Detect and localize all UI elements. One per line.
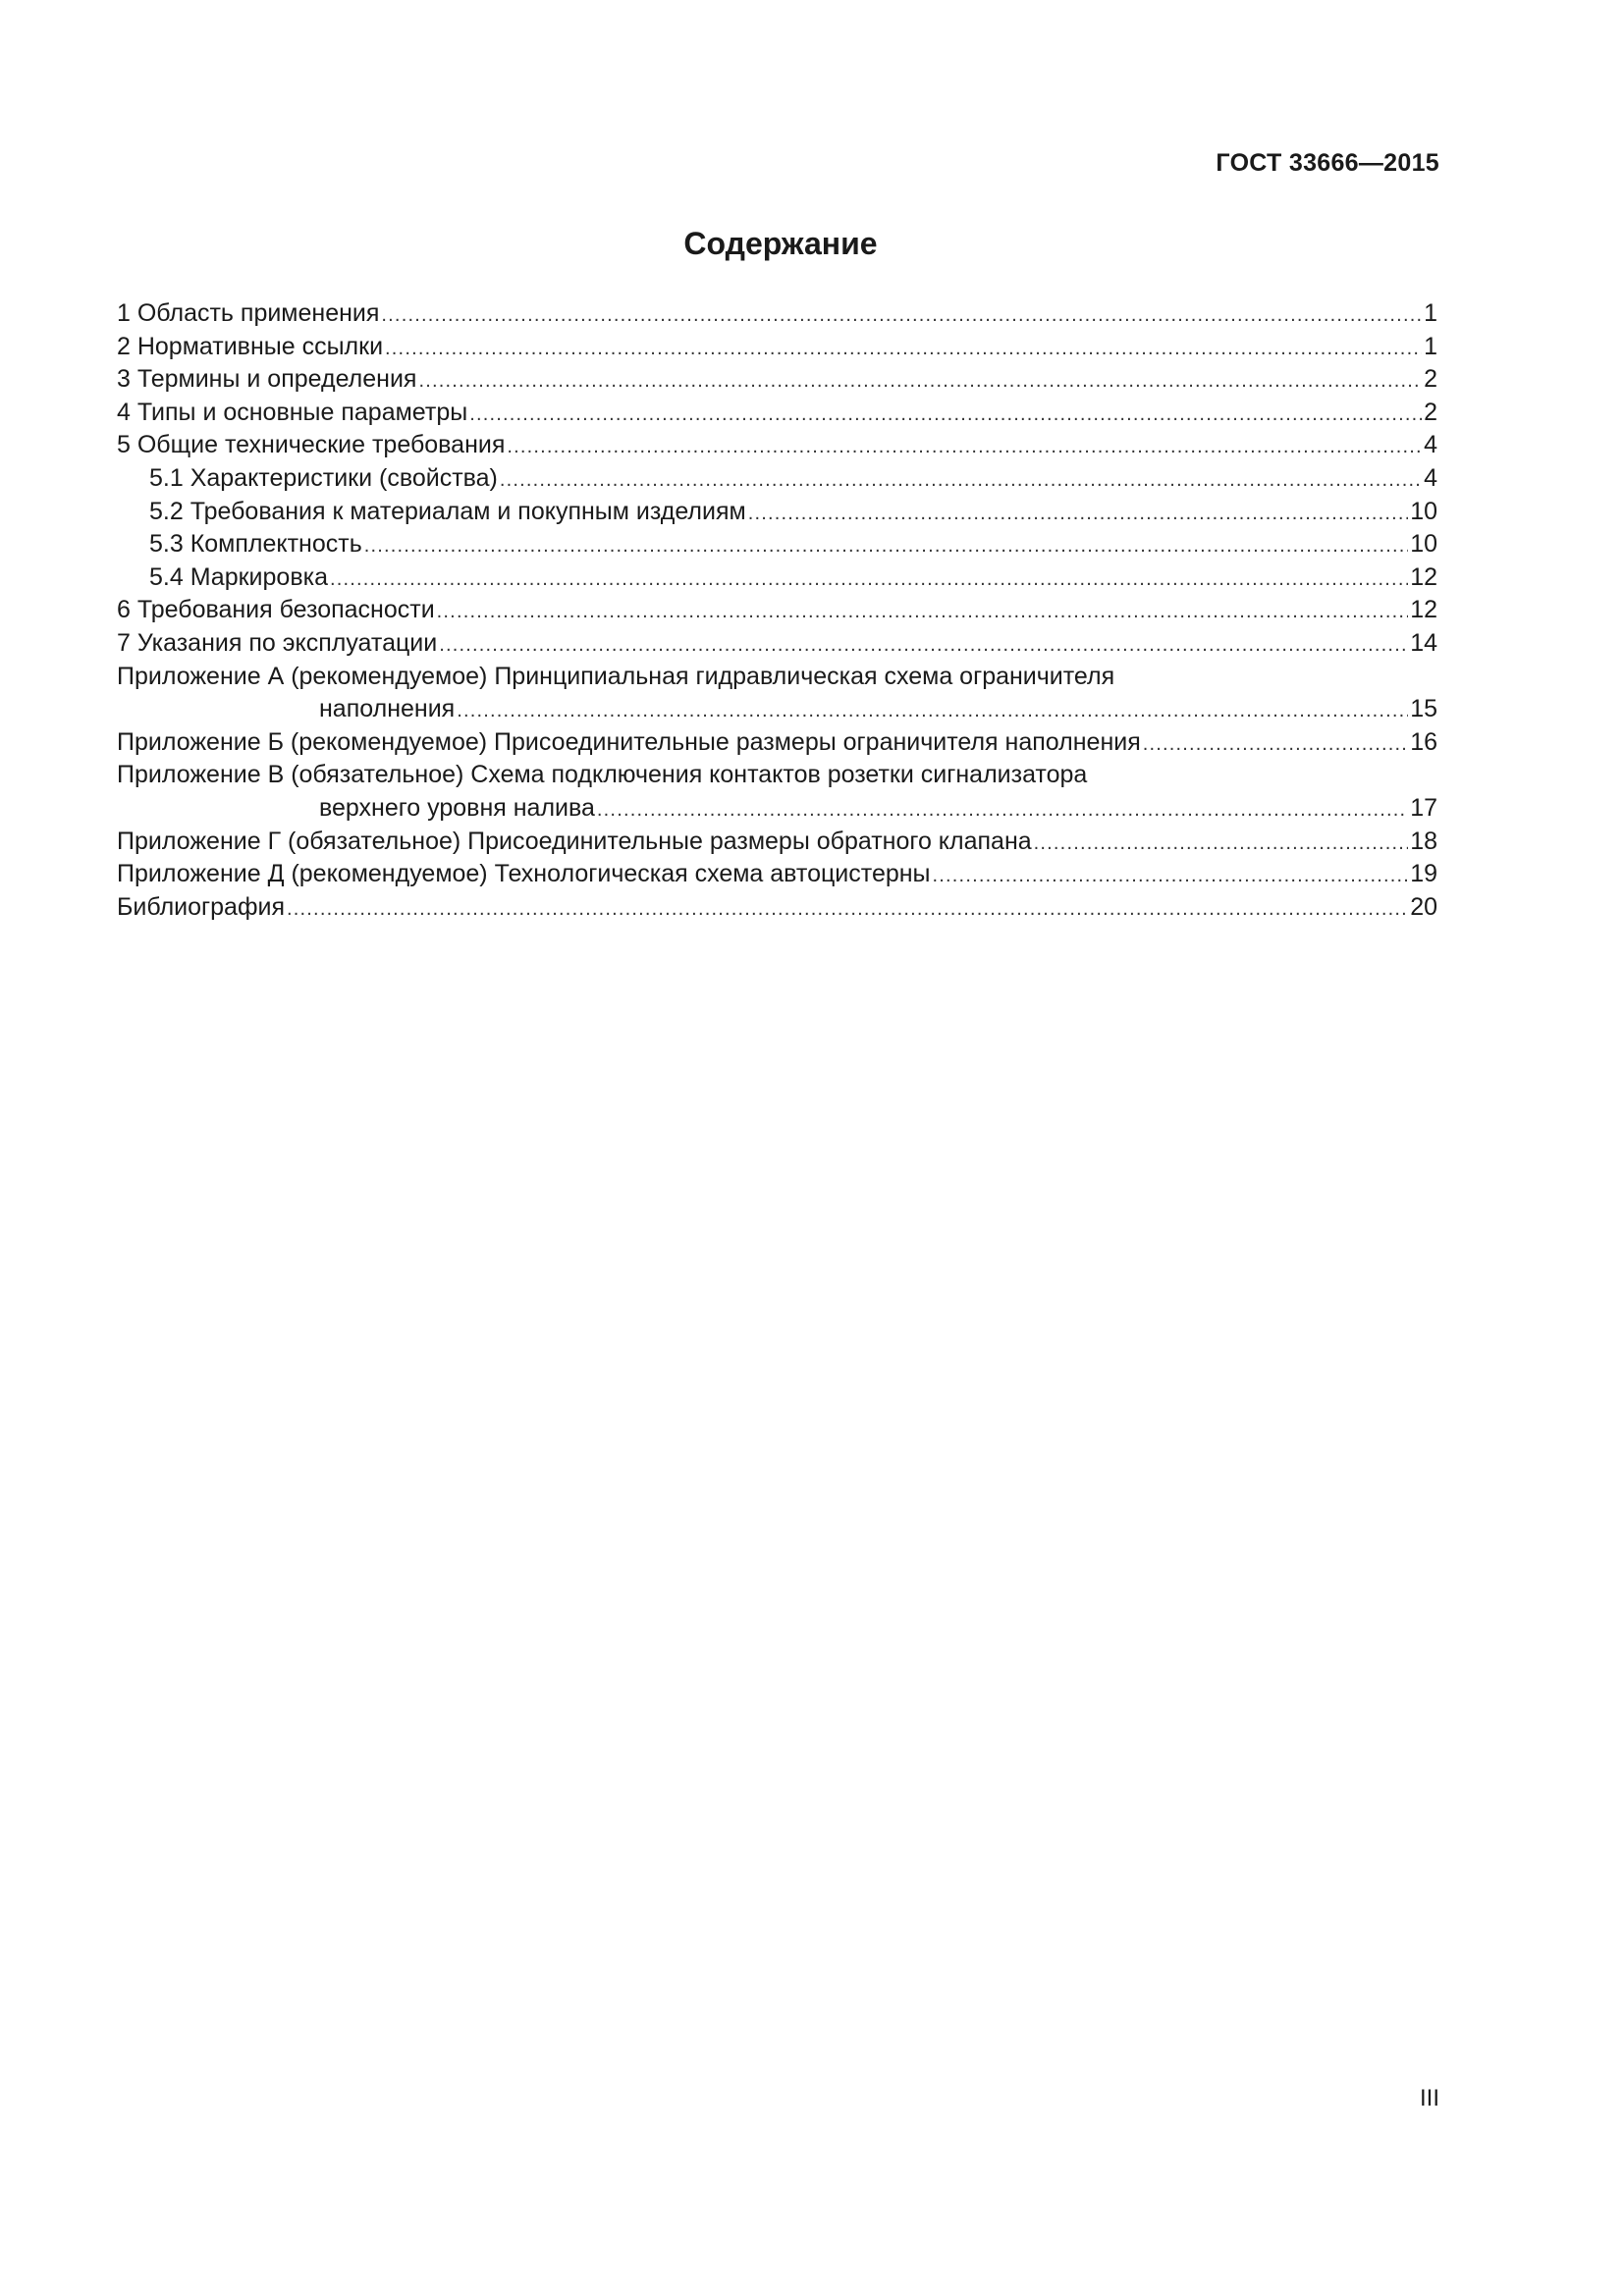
toc-entry-text: 7 Указания по эксплуатации <box>117 628 438 657</box>
toc-entry-page: 10 <box>1410 497 1437 525</box>
toc-entry-text: 4 Типы и основные параметры <box>117 398 468 426</box>
toc-entry-page: 16 <box>1410 727 1437 756</box>
toc-leader-dots <box>437 596 1409 629</box>
toc-leader-dots <box>748 498 1408 531</box>
toc-leader-dots <box>500 464 1422 498</box>
toc-entry-page: 12 <box>1410 596 1437 624</box>
toc-entry-page: 14 <box>1410 628 1437 657</box>
toc-entry-text: 5 Общие технические требования <box>117 431 506 459</box>
toc-entry-page: 18 <box>1410 827 1437 855</box>
toc-leader-dots <box>457 695 1408 728</box>
toc-entry-text: 5.1 Характеристики (свойства) <box>149 463 498 492</box>
toc-entry-page: 10 <box>1410 530 1437 559</box>
toc-entry[interactable] <box>117 297 1437 331</box>
toc-entry-text: 5.2 Требования к материалам и покупным изделиям <box>149 497 746 525</box>
toc-entry-text: Библиография <box>117 892 286 921</box>
toc-entry-page: 4 <box>1424 463 1437 492</box>
toc-leader-dots <box>287 893 1408 927</box>
page-number: III <box>1419 2085 1439 2111</box>
toc-subentry[interactable] <box>117 496 1437 529</box>
toc-leader-dots <box>507 431 1422 464</box>
toc-entry-text: Приложение Б (рекомендуемое) Присоединительные размеры ограничителя наполнения <box>117 727 1141 756</box>
toc-entry[interactable] <box>117 891 1437 925</box>
toc-entry-continuation[interactable] <box>117 792 1437 826</box>
toc-entry[interactable] <box>117 397 1437 430</box>
toc-entry-page: 2 <box>1424 398 1437 426</box>
toc-entry-text: Приложение В (обязательное) Схема подключения контактов розетки сигнализатора <box>117 761 1088 789</box>
toc-entry-page: 2 <box>1424 365 1437 394</box>
toc-entry-continuation-text: наполнения <box>319 695 456 723</box>
toc-appendix-entry[interactable] <box>117 726 1437 760</box>
toc-entry-text: 1 Область применения <box>117 299 380 327</box>
toc-appendix-entry[interactable] <box>117 661 1437 694</box>
toc-entry-text: 2 Нормативные ссылки <box>117 332 384 360</box>
toc-entry-page: 4 <box>1424 431 1437 459</box>
toc-leader-dots <box>439 629 1408 663</box>
toc-leader-dots <box>418 365 1422 399</box>
toc-entry[interactable] <box>117 594 1437 627</box>
toc-leader-dots <box>469 399 1422 432</box>
toc-subentry[interactable] <box>117 462 1437 496</box>
toc-entry-page: 12 <box>1410 562 1437 591</box>
toc-entry-page: 19 <box>1410 860 1437 888</box>
toc-appendix-entry[interactable] <box>117 858 1437 891</box>
toc-entry[interactable] <box>117 627 1437 661</box>
document-code: ГОСТ 33666—2015 <box>1216 149 1439 177</box>
toc-leader-dots <box>1143 728 1408 762</box>
toc-entry-text: 3 Термины и определения <box>117 365 417 394</box>
toc-appendix-entry[interactable] <box>117 826 1437 859</box>
toc-entry-page: 20 <box>1410 892 1437 921</box>
toc-entry-text: Приложение А (рекомендуемое) Принципиальная гидравлическая схема ограничителя <box>117 662 1115 690</box>
toc-entry[interactable] <box>117 363 1437 397</box>
toc-subentry[interactable] <box>117 561 1437 595</box>
toc-entry-page: 15 <box>1410 695 1437 723</box>
toc-entry-page: 1 <box>1424 332 1437 360</box>
toc-entry-page: 1 <box>1424 299 1437 327</box>
toc-leader-dots <box>330 563 1408 597</box>
toc-leader-dots <box>597 794 1408 828</box>
toc-subentry[interactable] <box>117 528 1437 561</box>
table-of-contents <box>117 297 1437 924</box>
toc-entry-text: 6 Требования безопасности <box>117 596 435 624</box>
toc-entry-text: Приложение Д (рекомендуемое) Технологическая схема автоцистерны <box>117 860 931 888</box>
toc-entry[interactable] <box>117 331 1437 364</box>
toc-entry-text: 5.3 Комплектность <box>149 530 362 559</box>
toc-entry-continuation-text: верхнего уровня налива <box>319 793 595 822</box>
toc-title: Содержание <box>683 226 878 261</box>
toc-leader-dots <box>933 860 1409 893</box>
toc-entry-continuation[interactable] <box>117 693 1437 726</box>
toc-leader-dots <box>381 299 1422 333</box>
toc-entry-text: Приложение Г (обязательное) Присоединительные размеры обратного клапана <box>117 827 1032 855</box>
toc-entry[interactable] <box>117 429 1437 462</box>
toc-leader-dots <box>1034 828 1409 861</box>
toc-leader-dots <box>385 333 1422 366</box>
toc-entry-page: 17 <box>1410 793 1437 822</box>
toc-appendix-entry[interactable] <box>117 759 1437 792</box>
toc-leader-dots <box>364 530 1408 563</box>
toc-entry-text: 5.4 Маркировка <box>149 562 328 591</box>
